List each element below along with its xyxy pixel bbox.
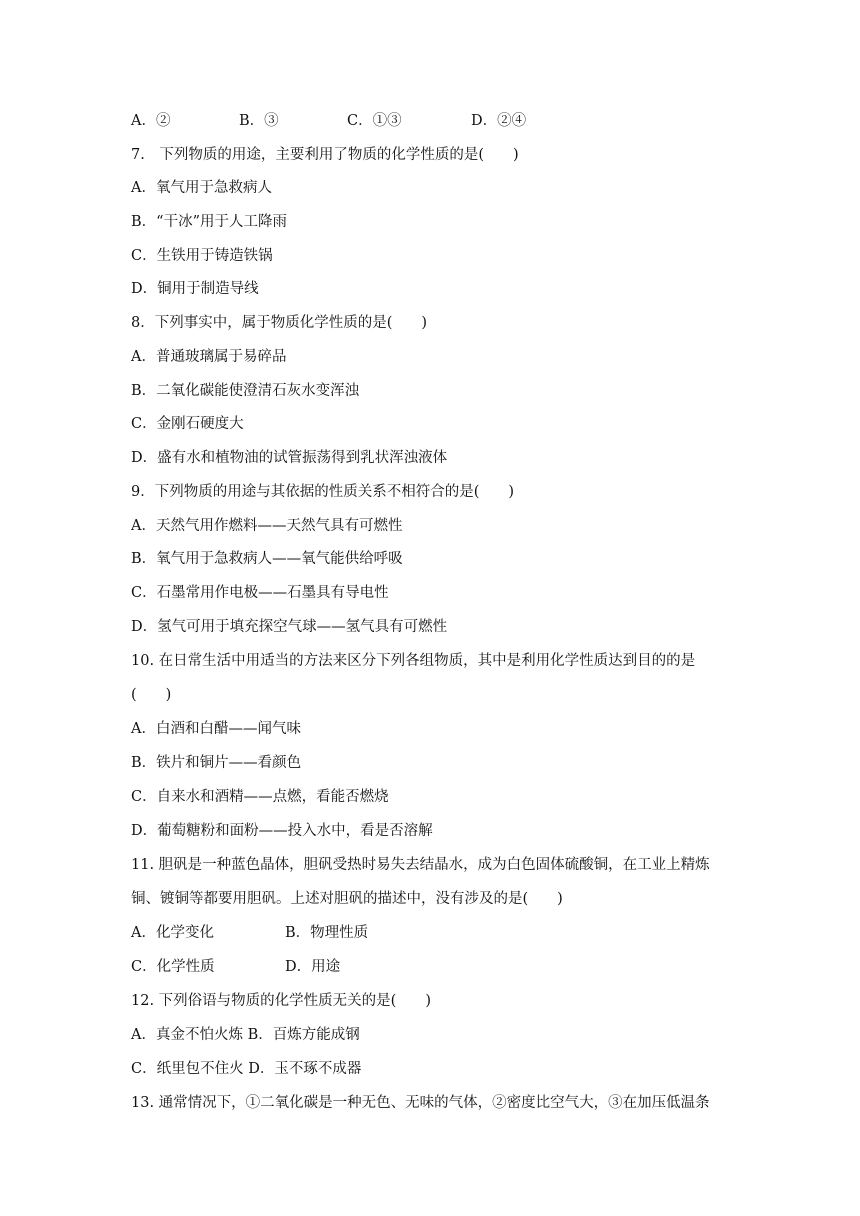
q7-option-d: D．铜用于制造导线 [131, 281, 259, 297]
q10-stem-line2: ( ) [131, 687, 172, 703]
q7-option-c: C．生铁用于铸造铁锅 [131, 248, 273, 264]
q11-options-row1 [131, 923, 531, 943]
q10-option-b: B．铁片和铜片——看颜色 [131, 755, 302, 771]
q9-stem: 9．下列物质的用途与其依据的性质关系不相符合的是( ) [131, 484, 515, 500]
q6-option-d: D．②④ [471, 113, 527, 129]
q11-options-row2 [131, 957, 531, 977]
q8-option-b: B．二氧化碳能使澄清石灰水变浑浊 [131, 383, 360, 399]
q10-option-d: D．葡萄糖粉和面粉——投入水中，看是否溶解 [131, 823, 433, 839]
q11-stem-line1: 11. 胆矾是一种蓝色晶体，胆矾受热时易失去结晶水，成为白色固体硫酸铜，在工业上精炼 [131, 857, 710, 873]
q12-options-cd: C．纸里包不住火 D．玉不琢不成器 [131, 1061, 362, 1077]
q10-option-c: C．自来水和酒精——点燃，看能否燃烧 [131, 789, 389, 805]
q6-option-a: A．② [131, 113, 171, 129]
q10-stem-line1: 10. 在日常生活中用适当的方法来区分下列各组物质，其中是利用化学性质达到目的的是 [131, 653, 696, 669]
q8-stem: 8．下列事实中，属于物质化学性质的是( ) [131, 315, 428, 331]
q12-options-ab: A．真金不怕火炼 B．百炼方能成钢 [131, 1027, 360, 1043]
q11-option-c: C．化学性质 [131, 959, 215, 975]
q7-option-a: A．氧气用于急救病人 [131, 180, 272, 196]
q6-option-b: B．③ [239, 113, 279, 129]
q11-option-b: B．物理性质 [285, 925, 369, 941]
q12-stem: 12. 下列俗语与物质的化学性质无关的是( ) [131, 993, 431, 1009]
q9-option-d: D．氢气可用于填充探空气球——氢气具有可燃性 [131, 619, 448, 635]
q7-option-b: B．“干冰”用于人工降雨 [131, 214, 287, 230]
q8-option-a: A．普通玻璃属于易碎品 [131, 349, 287, 365]
q6-options-row [131, 111, 731, 131]
q6-option-c: C．①③ [347, 113, 402, 129]
q9-option-b: B．氧气用于急救病人——氧气能供给呼吸 [131, 551, 403, 567]
q7-stem: 7. 下列物质的用途，主要利用了物质的化学性质的是( ) [131, 147, 519, 163]
q11-stem-line2: 铜、镀铜等都要用胆矾。上述对胆矾的描述中，没有涉及的是( ) [131, 891, 563, 907]
q11-option-d: D．用途 [285, 959, 341, 975]
q13-stem-line1: 13. 通常情况下，①二氧化碳是一种无色、无味的气体，②密度比空气大，③在加压低温条 [131, 1095, 710, 1111]
q9-option-c: C．石墨常用作电极——石墨具有导电性 [131, 585, 389, 601]
q10-option-a: A．白酒和白醋——闻气味 [131, 721, 301, 737]
q11-option-a: A．化学变化 [131, 925, 214, 941]
q8-option-d: D．盛有水和植物油的试管振荡得到乳状浑浊液体 [131, 450, 448, 466]
q8-option-c: C．金刚石硬度大 [131, 416, 244, 432]
q9-option-a: A．天然气用作燃料——天然气具有可燃性 [131, 518, 403, 534]
